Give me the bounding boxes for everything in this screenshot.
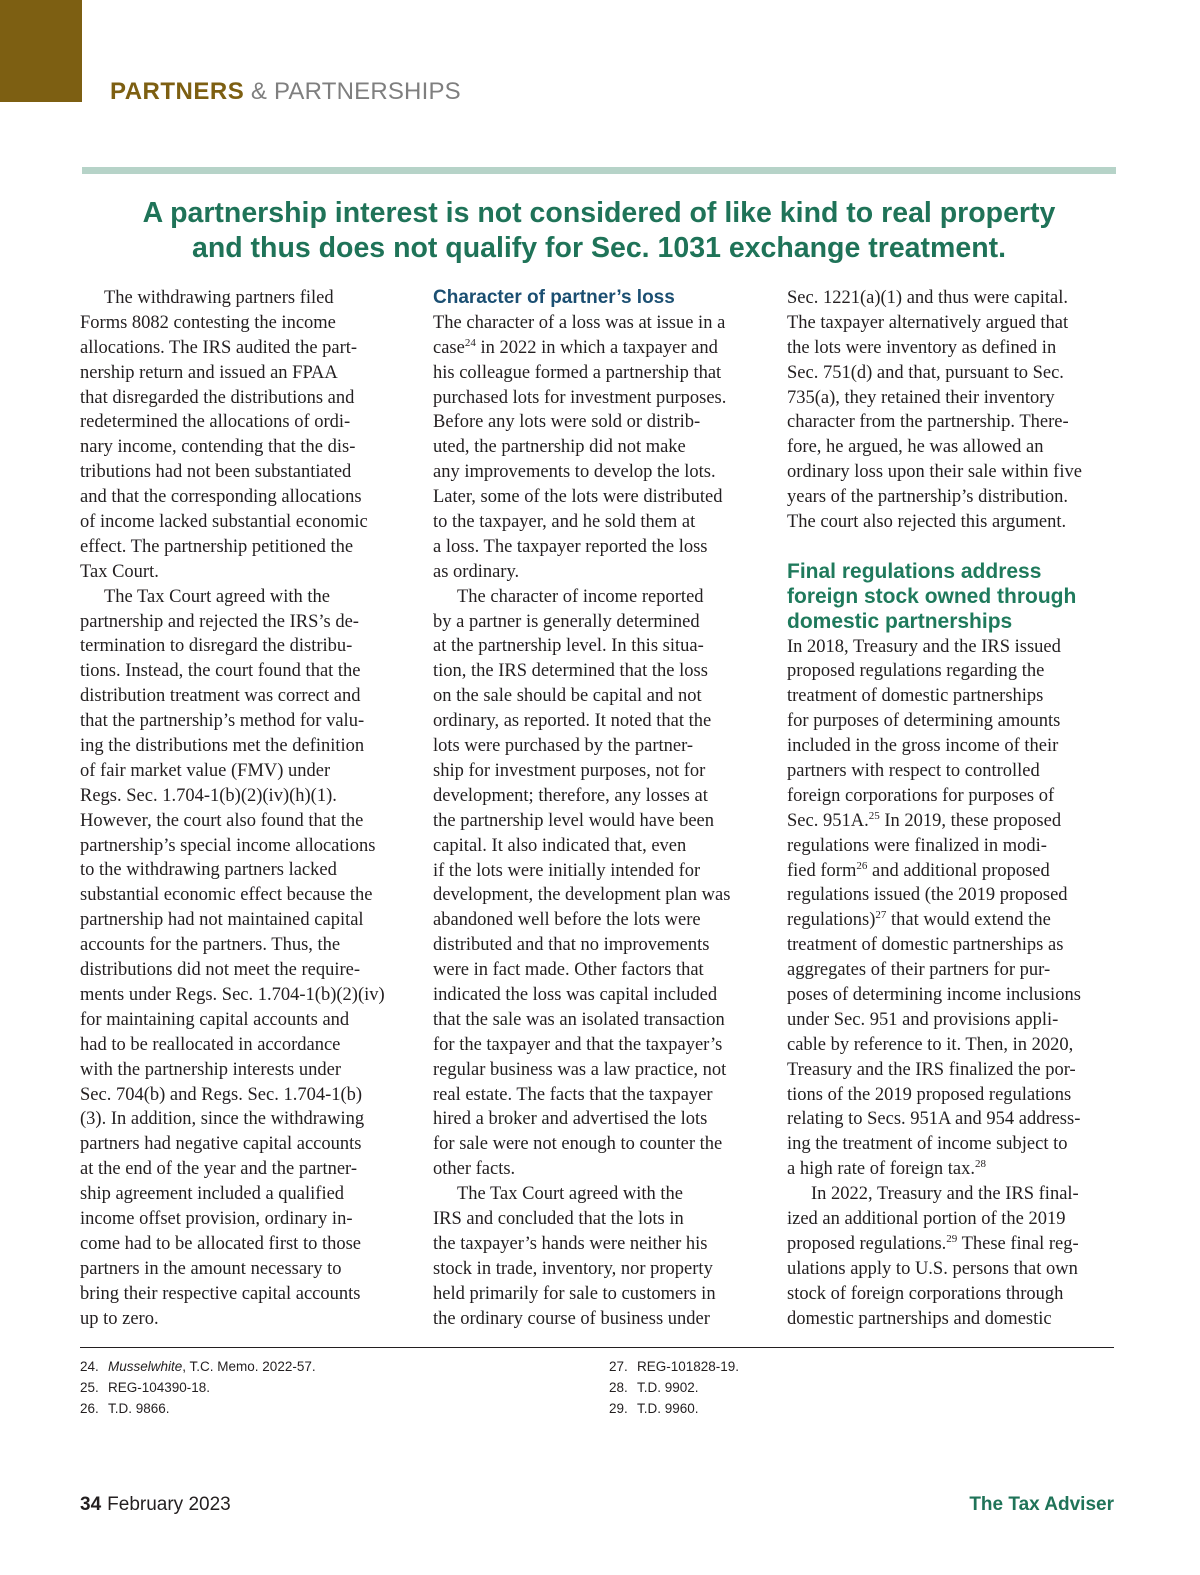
text-line: IRS and concluded that the lots in bbox=[433, 1208, 684, 1229]
text-line: In 2018, Treasury and the IRS issued bbox=[787, 636, 1061, 657]
footnote-ref-26: 26 bbox=[856, 859, 868, 872]
text-line: Treasury and the IRS finalized the por- bbox=[787, 1059, 1076, 1080]
text-line: The character of income reported bbox=[457, 586, 704, 607]
text-fragment: In 2019, these proposed bbox=[879, 810, 1062, 831]
text-line: capital. It also indicated that, even bbox=[433, 835, 687, 856]
subheading-final-regulations: foreign stock owned through bbox=[787, 584, 1077, 608]
text-line: the lots were inventory as defined in bbox=[787, 337, 1057, 358]
section-header bbox=[110, 77, 461, 107]
section-header-light: & PARTNERSHIPS bbox=[250, 78, 461, 105]
text-line: fore, he argued, he was allowed an bbox=[787, 437, 1044, 458]
text-line: proposed regulations regarding the bbox=[787, 661, 1045, 682]
text-line: the taxpayer’s hands were neither his bbox=[433, 1233, 708, 1254]
text-line: relating to Secs. 951A and 954 address- bbox=[787, 1109, 1081, 1130]
text-line: The court also rejected this argument. bbox=[787, 512, 1067, 533]
text-line: partners in the amount necessary to bbox=[80, 1258, 342, 1279]
pullquote-rule bbox=[82, 167, 1116, 174]
text-line: that the sale was an isolated transaction bbox=[433, 1009, 725, 1030]
footnote-ref-25: 25 bbox=[868, 809, 880, 822]
text-line: the partnership level would have been bbox=[433, 810, 714, 831]
section-header-strong: PARTNERS bbox=[110, 78, 245, 105]
text-line bbox=[787, 809, 1115, 834]
text-line: abandoned well before the lots were bbox=[433, 910, 701, 931]
text-line: distributed and that no improvements bbox=[433, 935, 710, 956]
text-line: Sec. 704(b) and Regs. Sec. 1.704-1(b) bbox=[80, 1084, 363, 1105]
text-line: to the withdrawing partners lacked bbox=[80, 860, 337, 881]
text-line: for sale were not enough to counter the bbox=[433, 1134, 723, 1155]
text-line: redetermined the allocations of ordi- bbox=[80, 412, 351, 433]
footnote-text: T.D. 9960. bbox=[637, 1401, 699, 1416]
column-3 bbox=[787, 286, 1115, 1331]
text-line: tion, the IRS determined that the loss bbox=[433, 661, 708, 682]
footnote-text: REG-104390-18. bbox=[108, 1380, 211, 1395]
text-line: ordinary loss upon their sale within five bbox=[787, 462, 1082, 483]
text-line: nership return and issued an FPAA bbox=[80, 362, 338, 383]
text-line: regulations issued (the 2019 proposed bbox=[787, 885, 1068, 906]
text-line: by a partner is generally determined bbox=[433, 611, 700, 632]
text-line: at the end of the year and the partner- bbox=[80, 1159, 357, 1180]
text-line: cable by reference to it. Then, in 2020, bbox=[787, 1034, 1074, 1055]
text-line: 735(a), they retained their inventory bbox=[787, 387, 1055, 408]
text-line: ordinary, as reported. It noted that the bbox=[433, 711, 712, 732]
text-line: distribution treatment was correct and bbox=[80, 686, 361, 707]
footnote-ref-27: 27 bbox=[875, 909, 887, 922]
text-fragment: that would extend the bbox=[886, 910, 1051, 931]
column-2 bbox=[433, 286, 763, 1331]
footnote-item bbox=[609, 1398, 739, 1419]
footnote-ref-24: 24 bbox=[464, 336, 476, 349]
text-line: to the taxpayer, and he sold them at bbox=[433, 512, 696, 533]
text-line: aggregates of their partners for pur- bbox=[787, 960, 1051, 981]
text-line: and that the corresponding allocations bbox=[80, 487, 362, 508]
text-line: partners had negative capital accounts bbox=[80, 1134, 362, 1155]
text-line: (3). In addition, since the withdrawing bbox=[80, 1109, 365, 1130]
text-fragment: fied form bbox=[787, 860, 857, 881]
footnote-number: 25. bbox=[80, 1380, 99, 1395]
paragraph-gap bbox=[787, 535, 1115, 560]
text-line: lots were purchased by the partner- bbox=[433, 736, 694, 757]
text-line: substantial economic effect because the bbox=[80, 885, 373, 906]
footnote-text: T.D. 9902. bbox=[637, 1380, 699, 1395]
text-line: were in fact made. Other factors that bbox=[433, 960, 704, 981]
text-line: if the lots were initially intended for bbox=[433, 860, 701, 881]
text-line: partnership’s special income allocations bbox=[80, 835, 376, 856]
footnote-item bbox=[80, 1398, 316, 1419]
text-line: character from the partnership. There- bbox=[787, 412, 1069, 433]
text-line: a loss. The taxpayer reported the loss bbox=[433, 536, 708, 557]
text-line: Sec. 751(d) and that, pursuant to Sec. bbox=[787, 362, 1064, 383]
text-line bbox=[787, 908, 1115, 933]
text-line: nary income, contending that the dis- bbox=[80, 437, 356, 458]
text-line: of fair market value (FMV) under bbox=[80, 760, 331, 781]
text-line: included in the gross income of their bbox=[787, 736, 1059, 757]
text-line: income offset provision, ordinary in- bbox=[80, 1208, 353, 1229]
text-line: treatment of domestic partnerships bbox=[787, 686, 1044, 707]
text-line: that the partnership’s method for valu- bbox=[80, 711, 365, 732]
text-line: hired a broker and advertised the lots bbox=[433, 1109, 708, 1130]
text-line bbox=[787, 1157, 1115, 1182]
text-line: development, the development plan was bbox=[433, 885, 731, 906]
text-fragment: and additional proposed bbox=[867, 860, 1050, 881]
text-line bbox=[433, 336, 763, 361]
text-line: real estate. The facts that the taxpayer bbox=[433, 1084, 713, 1105]
text-line: for the taxpayer and that the taxpayer’s bbox=[433, 1034, 723, 1055]
text-line: of income lacked substantial economic bbox=[80, 512, 368, 533]
text-line: ments under Regs. Sec. 1.704-1(b)(2)(iv) bbox=[80, 984, 385, 1005]
text-line: The character of a loss was at issue in a bbox=[433, 312, 726, 333]
text-line: accounts for the partners. Thus, the bbox=[80, 935, 341, 956]
text-line: Regs. Sec. 1.704-1(b)(2)(iv)(h)(1). bbox=[80, 785, 337, 806]
page-folio bbox=[80, 1493, 231, 1517]
text-line: indicated the loss was capital included bbox=[433, 984, 718, 1005]
text-fragment: proposed regulations. bbox=[787, 1233, 947, 1254]
text-line: other facts. bbox=[433, 1159, 516, 1180]
text-line: partnership had not maintained capital bbox=[80, 910, 364, 931]
text-line: up to zero. bbox=[80, 1308, 159, 1329]
text-fragment: Sec. 951A. bbox=[787, 810, 869, 831]
footnote-ref-28: 28 bbox=[975, 1158, 987, 1171]
text-line: stock of foreign corporations through bbox=[787, 1283, 1064, 1304]
text-line: Later, some of the lots were distributed bbox=[433, 487, 723, 508]
pullquote bbox=[82, 196, 1116, 266]
footnote-item bbox=[80, 1356, 316, 1377]
text-line: distributions did not meet the require- bbox=[80, 960, 361, 981]
text-line: effect. The partnership petitioned the bbox=[80, 536, 354, 557]
subheading-character-of-loss: Character of partner’s loss bbox=[433, 287, 675, 308]
text-line: with the partnership interests under bbox=[80, 1059, 341, 1080]
subheading-final-regulations: domestic partnerships bbox=[787, 609, 1013, 633]
text-line: The withdrawing partners filed bbox=[104, 288, 334, 308]
text-line: purchased lots for investment purposes. bbox=[433, 387, 727, 408]
text-line: Before any lots were sold or distrib- bbox=[433, 412, 701, 433]
text-line: tions of the 2019 proposed regulations bbox=[787, 1084, 1072, 1105]
text-line: foreign corporations for purposes of bbox=[787, 785, 1055, 806]
text-line: at the partnership level. In this situa- bbox=[433, 636, 704, 657]
subheading-final-regulations: Final regulations address bbox=[787, 559, 1042, 583]
footnote-rule bbox=[80, 1347, 1114, 1348]
footnote-number: 27. bbox=[609, 1359, 628, 1374]
text-line: ing the distributions met the definition bbox=[80, 736, 365, 757]
text-fragment: a high rate of foreign tax. bbox=[787, 1159, 976, 1180]
text-line: ized an additional portion of the 2019 bbox=[787, 1209, 1066, 1229]
text-line: termination to disregard the distribu- bbox=[80, 636, 353, 657]
column-1 bbox=[80, 286, 408, 1331]
text-line: ship for investment purposes, not for bbox=[433, 760, 706, 781]
text-line: on the sale should be capital and not bbox=[433, 686, 702, 707]
footnote-number: 29. bbox=[609, 1401, 628, 1416]
text-line: tributions had not been substantiated bbox=[80, 462, 352, 483]
text-line: In 2022, Treasury and the IRS final- bbox=[811, 1184, 1079, 1205]
footnote-number: 26. bbox=[80, 1401, 99, 1416]
text-line: ing the treatment of income subject to bbox=[787, 1134, 1068, 1155]
text-line: years of the partnership’s distribution. bbox=[787, 487, 1069, 508]
text-line: tions. Instead, the court found that the bbox=[80, 661, 361, 682]
text-line: stock in trade, inventory, nor property bbox=[433, 1258, 713, 1279]
footnote-item bbox=[609, 1377, 739, 1398]
issue-date: February 2023 bbox=[107, 1494, 231, 1515]
footnote-ref-29: 29 bbox=[946, 1232, 958, 1245]
footnote-text: T.D. 9866. bbox=[108, 1401, 170, 1416]
text-line: had to be reallocated in accordance bbox=[80, 1034, 341, 1055]
text-line: as ordinary. bbox=[433, 561, 520, 582]
journal-name: The Tax Adviser bbox=[969, 1494, 1114, 1515]
text-line: the ordinary course of business under bbox=[433, 1308, 710, 1329]
text-line: regulations were finalized in modi- bbox=[787, 835, 1047, 856]
text-line: any improvements to develop the lots. bbox=[433, 462, 716, 483]
text-fragment: case bbox=[433, 337, 465, 358]
text-fragment: regulations) bbox=[787, 910, 876, 931]
text-line: for purposes of determining amounts bbox=[787, 711, 1061, 732]
pullquote-line-1: A partnership interest is not considered of like kind to real property bbox=[142, 197, 1056, 229]
text-line: that disregarded the distributions and bbox=[80, 387, 355, 408]
text-line: Forms 8082 contesting the income bbox=[80, 312, 336, 333]
text-line: poses of determining income inclusions bbox=[787, 984, 1081, 1005]
text-line: The taxpayer alternatively argued that bbox=[787, 312, 1069, 333]
corner-color-block bbox=[0, 0, 82, 102]
text-line: for maintaining capital accounts and bbox=[80, 1009, 350, 1030]
footnote-text: , T.C. Memo. 2022-57. bbox=[182, 1359, 316, 1374]
footnote-number: 28. bbox=[609, 1380, 628, 1395]
footnote-number: 24. bbox=[80, 1359, 99, 1374]
text-line: ship agreement included a qualified bbox=[80, 1184, 345, 1205]
case-name: Musselwhite bbox=[108, 1359, 183, 1374]
footnotes-left bbox=[80, 1356, 316, 1419]
pullquote-line-2: and thus does not qualify for Sec. 1031 exchange treatment. bbox=[191, 232, 1007, 264]
page-number: 34 bbox=[80, 1494, 102, 1515]
footnote-item bbox=[80, 1377, 316, 1398]
text-line: The Tax Court agreed with the bbox=[104, 586, 330, 607]
text-line: held primarily for sale to customers in bbox=[433, 1283, 716, 1304]
text-line: bring their respective capital accounts bbox=[80, 1283, 361, 1304]
text-line: his colleague formed a partnership that bbox=[433, 362, 722, 383]
footnote-item bbox=[609, 1356, 739, 1377]
text-line: development; therefore, any losses at bbox=[433, 785, 708, 806]
text-line: partnership and rejected the IRS’s de- bbox=[80, 611, 359, 632]
text-line: allocations. The IRS audited the part- bbox=[80, 337, 358, 358]
text-line: under Sec. 951 and provisions appli- bbox=[787, 1009, 1059, 1030]
text-line: domestic partnerships and domestic bbox=[787, 1308, 1052, 1329]
text-line: uted, the partnership did not make bbox=[433, 437, 686, 458]
text-line: come had to be allocated first to those bbox=[80, 1233, 362, 1254]
text-line: treatment of domestic partnerships as bbox=[787, 935, 1064, 956]
text-line: The Tax Court agreed with the bbox=[457, 1184, 683, 1205]
text-line: However, the court also found that the bbox=[80, 810, 364, 831]
text-fragment: These final reg- bbox=[957, 1233, 1079, 1254]
text-line: Sec. 1221(a)(1) and thus were capital. bbox=[787, 288, 1068, 308]
text-line: regular business was a law practice, not bbox=[433, 1059, 727, 1080]
text-line: Tax Court. bbox=[80, 561, 159, 582]
text-line bbox=[787, 1232, 1115, 1257]
text-fragment: in 2022 in which a taxpayer and bbox=[475, 337, 718, 358]
footnotes-right bbox=[609, 1356, 739, 1419]
footnote-text: REG-101828-19. bbox=[637, 1359, 740, 1374]
text-line bbox=[787, 859, 1115, 884]
text-line: ulations apply to U.S. persons that own bbox=[787, 1258, 1078, 1279]
text-line: partners with respect to controlled bbox=[787, 760, 1040, 781]
